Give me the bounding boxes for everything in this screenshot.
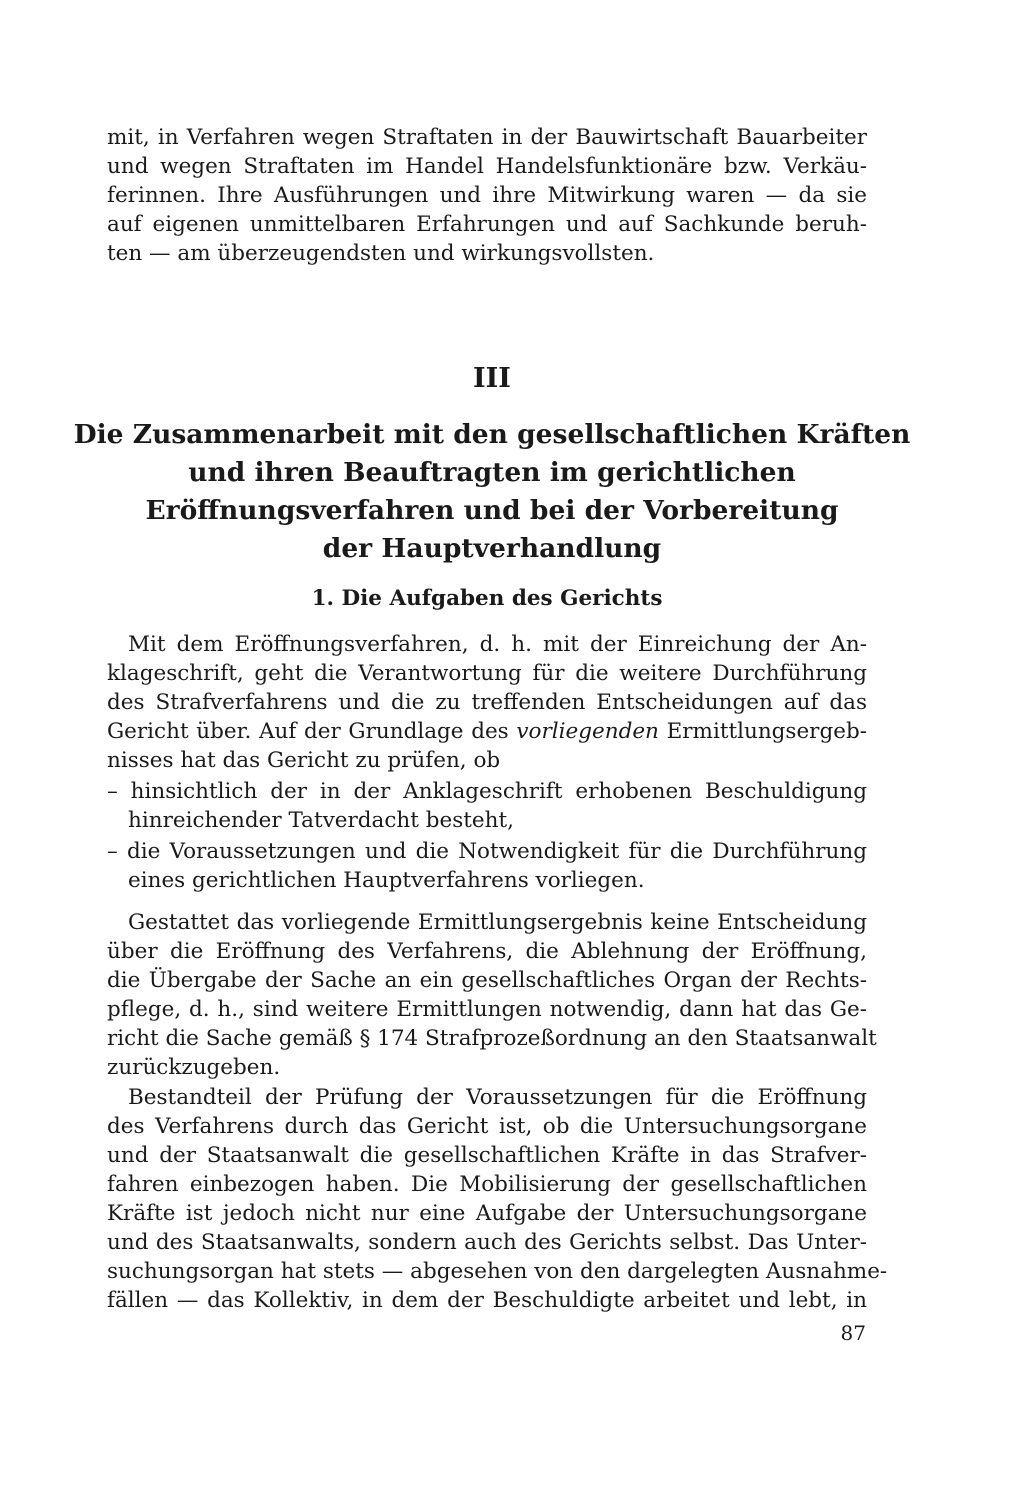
text-line: Mit dem Eröffnungsverfahren, d. h. mit der Einreichung der An- (128, 632, 867, 657)
section-title: 1. Die Aufgaben des Gerichts (311, 586, 663, 611)
bullet-item-line: eines gerichtlichen Hauptverfahrens vorliegen. (128, 868, 645, 893)
text-line: und wegen Straftaten im Handel Handelsfunktionäre bzw. Verkäu- (107, 154, 867, 179)
chapter-title-line: und ihren Beauftragten im gerichtlichen (188, 457, 796, 488)
text-line: die Übergabe der Sache an ein gesellschaftliches Organ der Rechts- (107, 968, 867, 993)
chapter-number: III (473, 363, 511, 394)
text-line: pflege, d. h., sind weitere Ermittlungen notwendig, dann hat das Ge- (107, 997, 867, 1022)
text-line: richt die Sache gemäß § 174 Strafprozeßordnung an den Staatsanwalt (107, 1026, 877, 1051)
text-line: über die Eröffnung des Verfahrens, die Ablehnung der Eröffnung, (107, 939, 867, 964)
emphasis-word: vorliegenden (516, 719, 659, 744)
bullet-item-line: – hinsichtlich der in der Anklageschrift erhobenen Beschuldigung (107, 779, 867, 804)
chapter-title-line: Eröffnungsverfahren und bei der Vorbereitung (145, 495, 839, 526)
text-line: Gestattet das vorliegende Ermittlungsergebnis keine Entscheidung (128, 910, 867, 935)
text-line: des Verfahrens durch das Gericht ist, ob die Untersuchungsorgane (107, 1114, 867, 1139)
text-line: und der Staatsanwalt die gesellschaftlichen Kräfte in das Strafver- (107, 1143, 867, 1168)
page-number: 87 (840, 1321, 866, 1345)
text-line: zurückzugeben. (107, 1055, 281, 1080)
bullet-item-line: – die Voraussetzungen und die Notwendigkeit für die Durchführung (107, 839, 867, 864)
text-line: mit, in Verfahren wegen Straftaten in der Bauwirtschaft Bauarbeiter (107, 125, 867, 150)
chapter-title-line: Die Zusammenarbeit mit den gesellschaftlichen Kräften (73, 419, 911, 450)
text-line: auf eigenen unmittelbaren Erfahrungen und auf Sachkunde beruh- (107, 212, 867, 237)
text-line: fällen — das Kollektiv, in dem der Beschuldigte arbeitet und lebt, in (107, 1288, 867, 1313)
chapter-title-line: der Hauptverhandlung (322, 533, 662, 564)
text-line: fahren einbezogen haben. Die Mobilisierung der gesellschaftlichen (107, 1172, 867, 1197)
text-line: Bestandteil der Prüfung der Voraussetzungen für die Eröffnung (128, 1085, 867, 1110)
bullet-item-line: hinreichender Tatverdacht besteht, (128, 808, 514, 833)
text-line (107, 717, 867, 746)
text-segment: Ermittlungsergeb- (666, 719, 867, 744)
text-line: des Strafverfahrens und die zu treffenden Entscheidungen auf das (107, 690, 867, 715)
text-line: Kräfte ist jedoch nicht nur eine Aufgabe der Untersuchungsorgane (107, 1201, 867, 1226)
text-line: nisses hat das Gericht zu prüfen, ob (107, 748, 501, 773)
text-line: und des Staatsanwalts, sondern auch des Gerichts selbst. Das Unter- (107, 1230, 867, 1255)
text-line: ferinnen. Ihre Ausführungen und ihre Mitwirkung waren — da sie (107, 183, 867, 208)
text-line: suchungsorgan hat stets — abgesehen von den dargelegten Ausnahme- (107, 1259, 888, 1284)
text-line: ten — am überzeugendsten und wirkungsvollsten. (107, 241, 655, 266)
text-segment: Gericht über. Auf der Grundlage des (107, 719, 509, 744)
text-line: klageschrift, geht die Verantwortung für die weitere Durchführung (107, 661, 867, 686)
